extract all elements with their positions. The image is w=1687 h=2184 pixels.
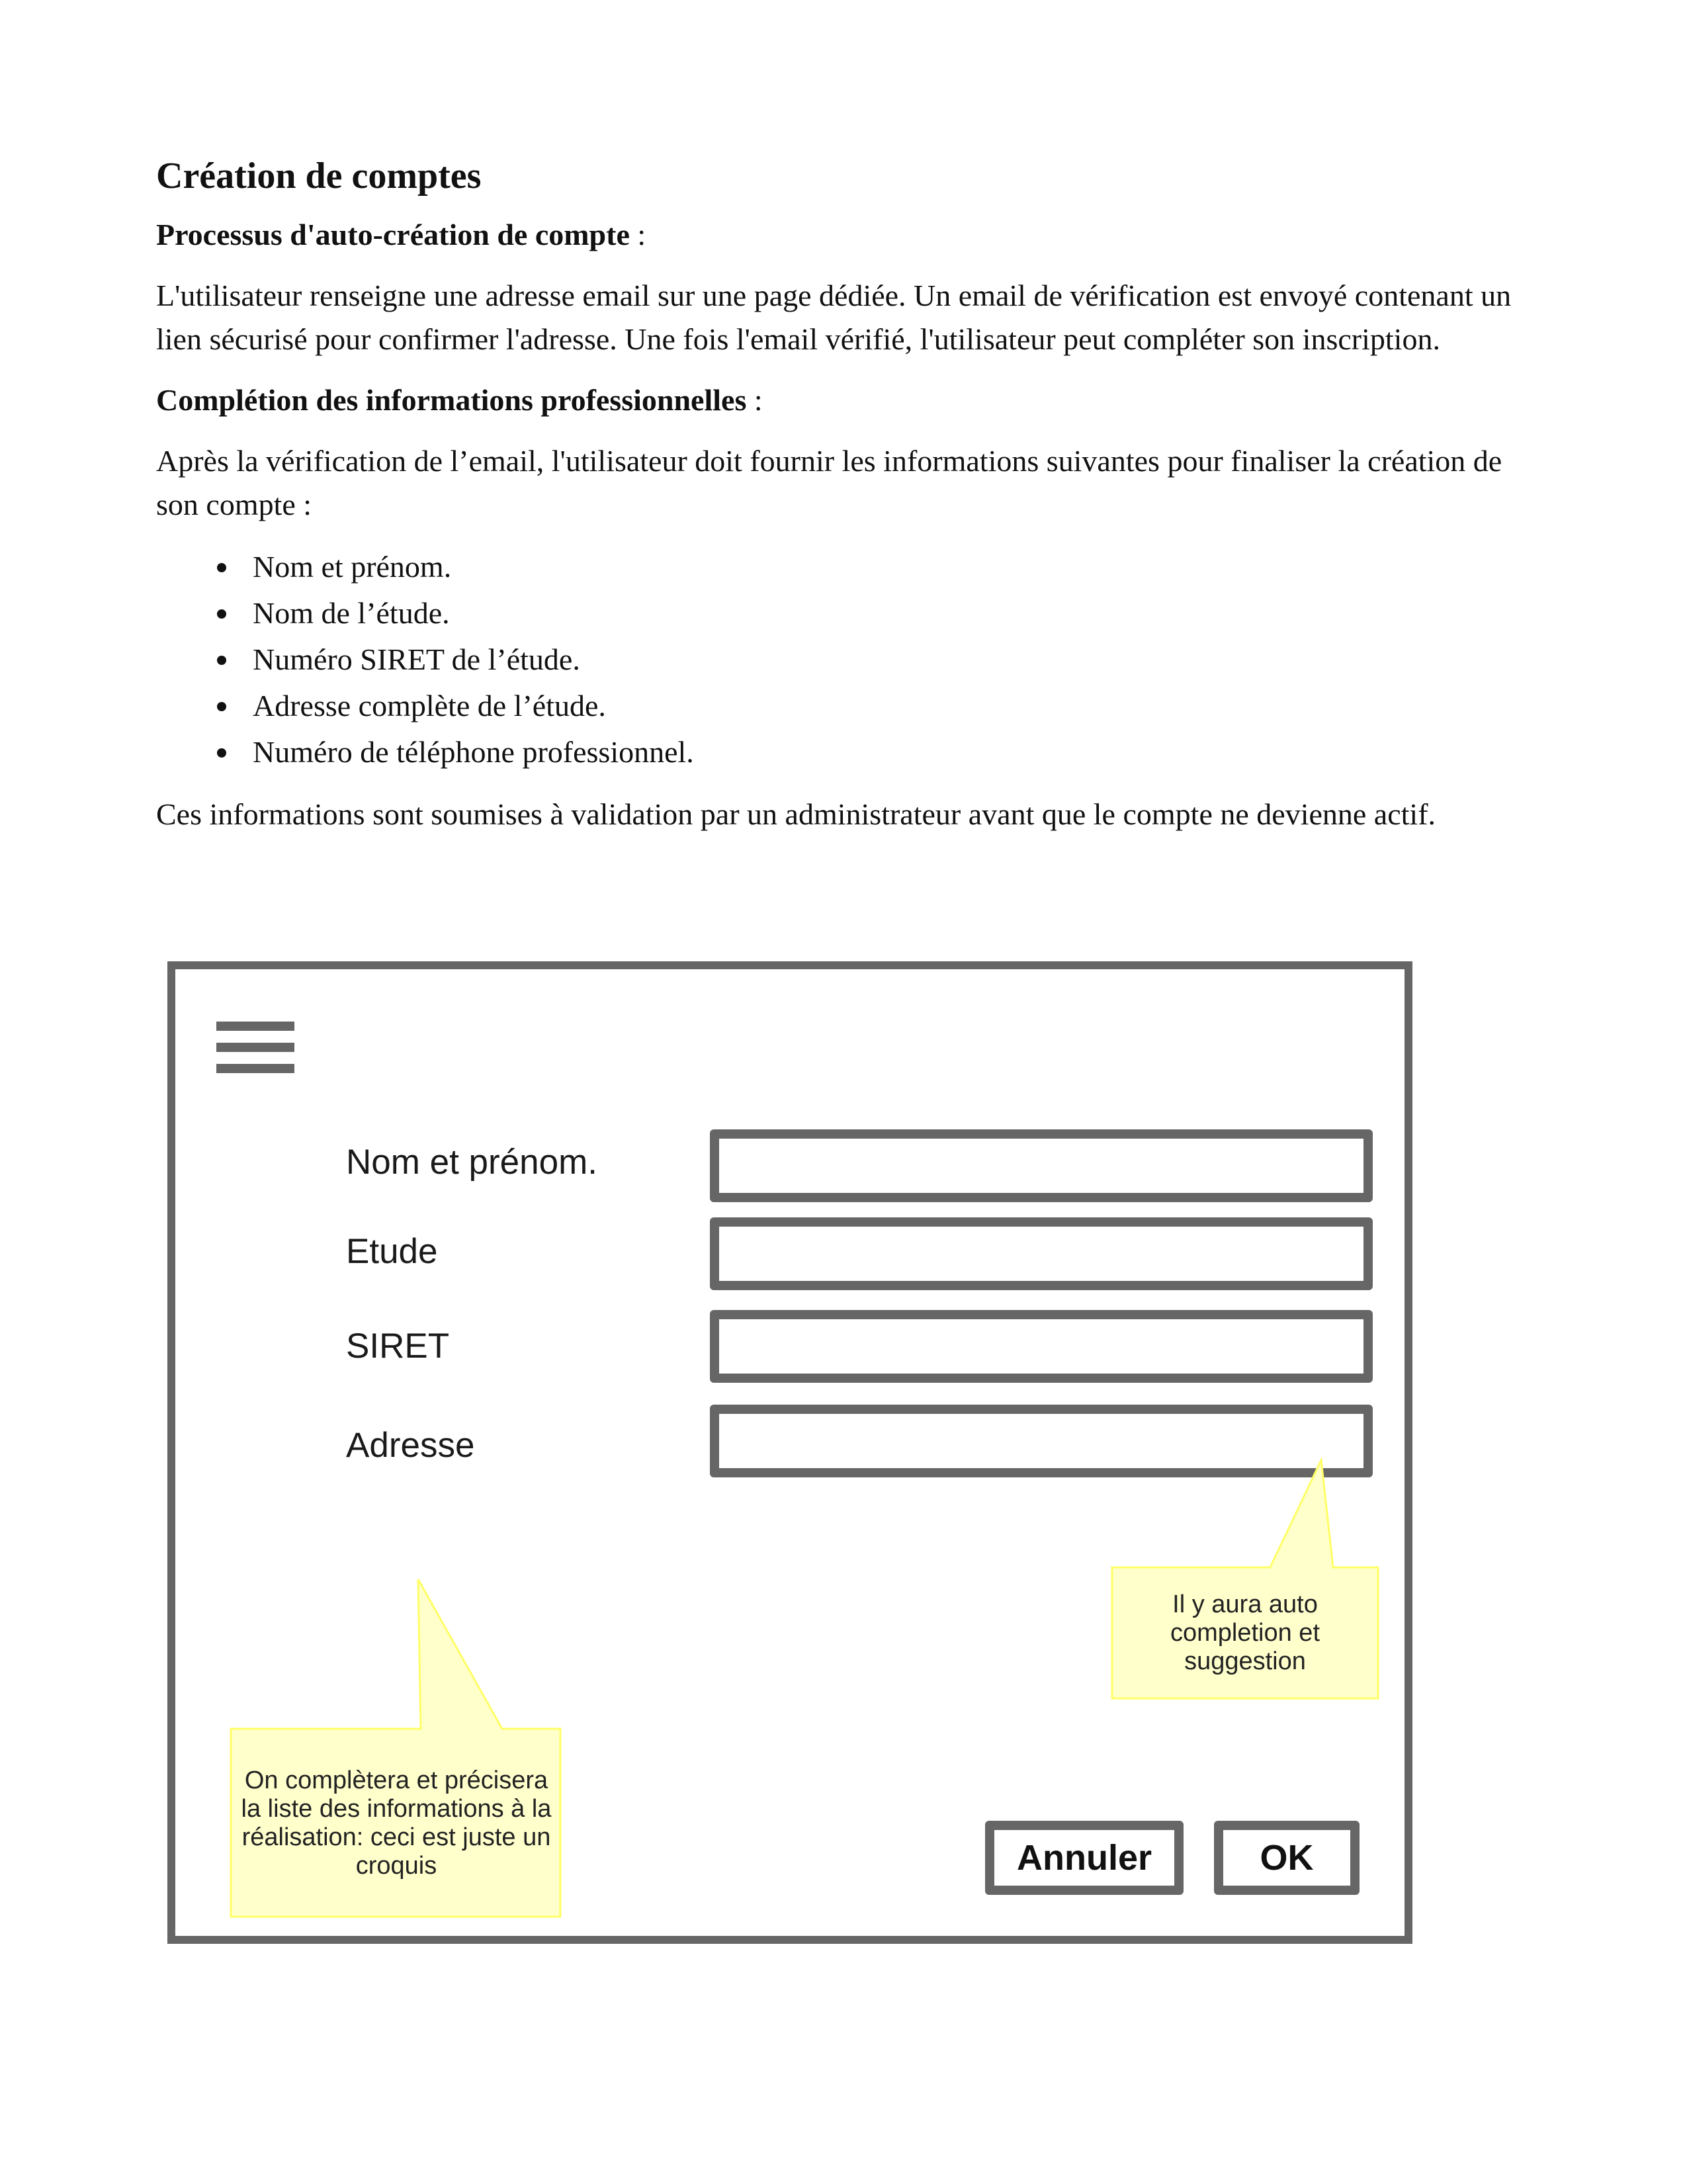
document-body bbox=[156, 153, 1532, 853]
section-heading-suffix: : bbox=[629, 218, 646, 251]
cancel-button[interactable]: Annuler bbox=[985, 1821, 1184, 1895]
page-title: Création de comptes bbox=[156, 155, 482, 197]
autocomplete-note: Il y aura auto completion et suggestion bbox=[1170, 1590, 1320, 1675]
list-item: Numéro SIRET de l’étude. bbox=[156, 636, 1532, 683]
section-heading-text: Processus d'auto-création de compte bbox=[156, 218, 630, 251]
required-info-list bbox=[156, 544, 1532, 775]
field-label-adresse: Adresse bbox=[346, 1426, 475, 1465]
sketch-note: On complètera et précisera la liste des informations à la réalisation: ceci est juste un croquis bbox=[241, 1767, 552, 1880]
list-item: Nom de l’étude. bbox=[156, 590, 1532, 636]
field-label-siret: SIRET bbox=[346, 1327, 450, 1366]
completion-intro-paragraph: Après la vérification de l’email, l'utilisateur doit fournir les informations suivantes pour finaliser la création de son compte : bbox=[156, 444, 1502, 521]
ok-button[interactable]: OK bbox=[1214, 1821, 1360, 1895]
auto-creation-paragraph: L'utilisateur renseigne une adresse email sur une page dédiée. Un email de vérification est envoyé contenant un lien sécurisé pour confirmer l'adresse. Une fois l'email vérifié, l'utilisateur peut compléter son inscription. bbox=[156, 279, 1512, 356]
list-item: Nom et prénom. bbox=[156, 544, 1532, 590]
section-heading-suffix: : bbox=[746, 383, 763, 417]
section-heading-completion bbox=[156, 378, 1532, 422]
section-heading-auto-creation bbox=[156, 213, 1532, 257]
field-label-etude: Etude bbox=[346, 1232, 438, 1271]
validation-paragraph: Ces informations sont soumises à validation par un administrateur avant que le compte ne devienne actif. bbox=[156, 797, 1436, 831]
list-item: Numéro de téléphone professionnel. bbox=[156, 729, 1532, 775]
account-form-wireframe bbox=[167, 961, 1412, 1944]
list-item: Adresse complète de l’étude. bbox=[156, 683, 1532, 729]
field-label-nom-prenom: Nom et prénom. bbox=[346, 1143, 597, 1182]
section-heading-text: Complétion des informations professionnelles bbox=[156, 383, 747, 417]
